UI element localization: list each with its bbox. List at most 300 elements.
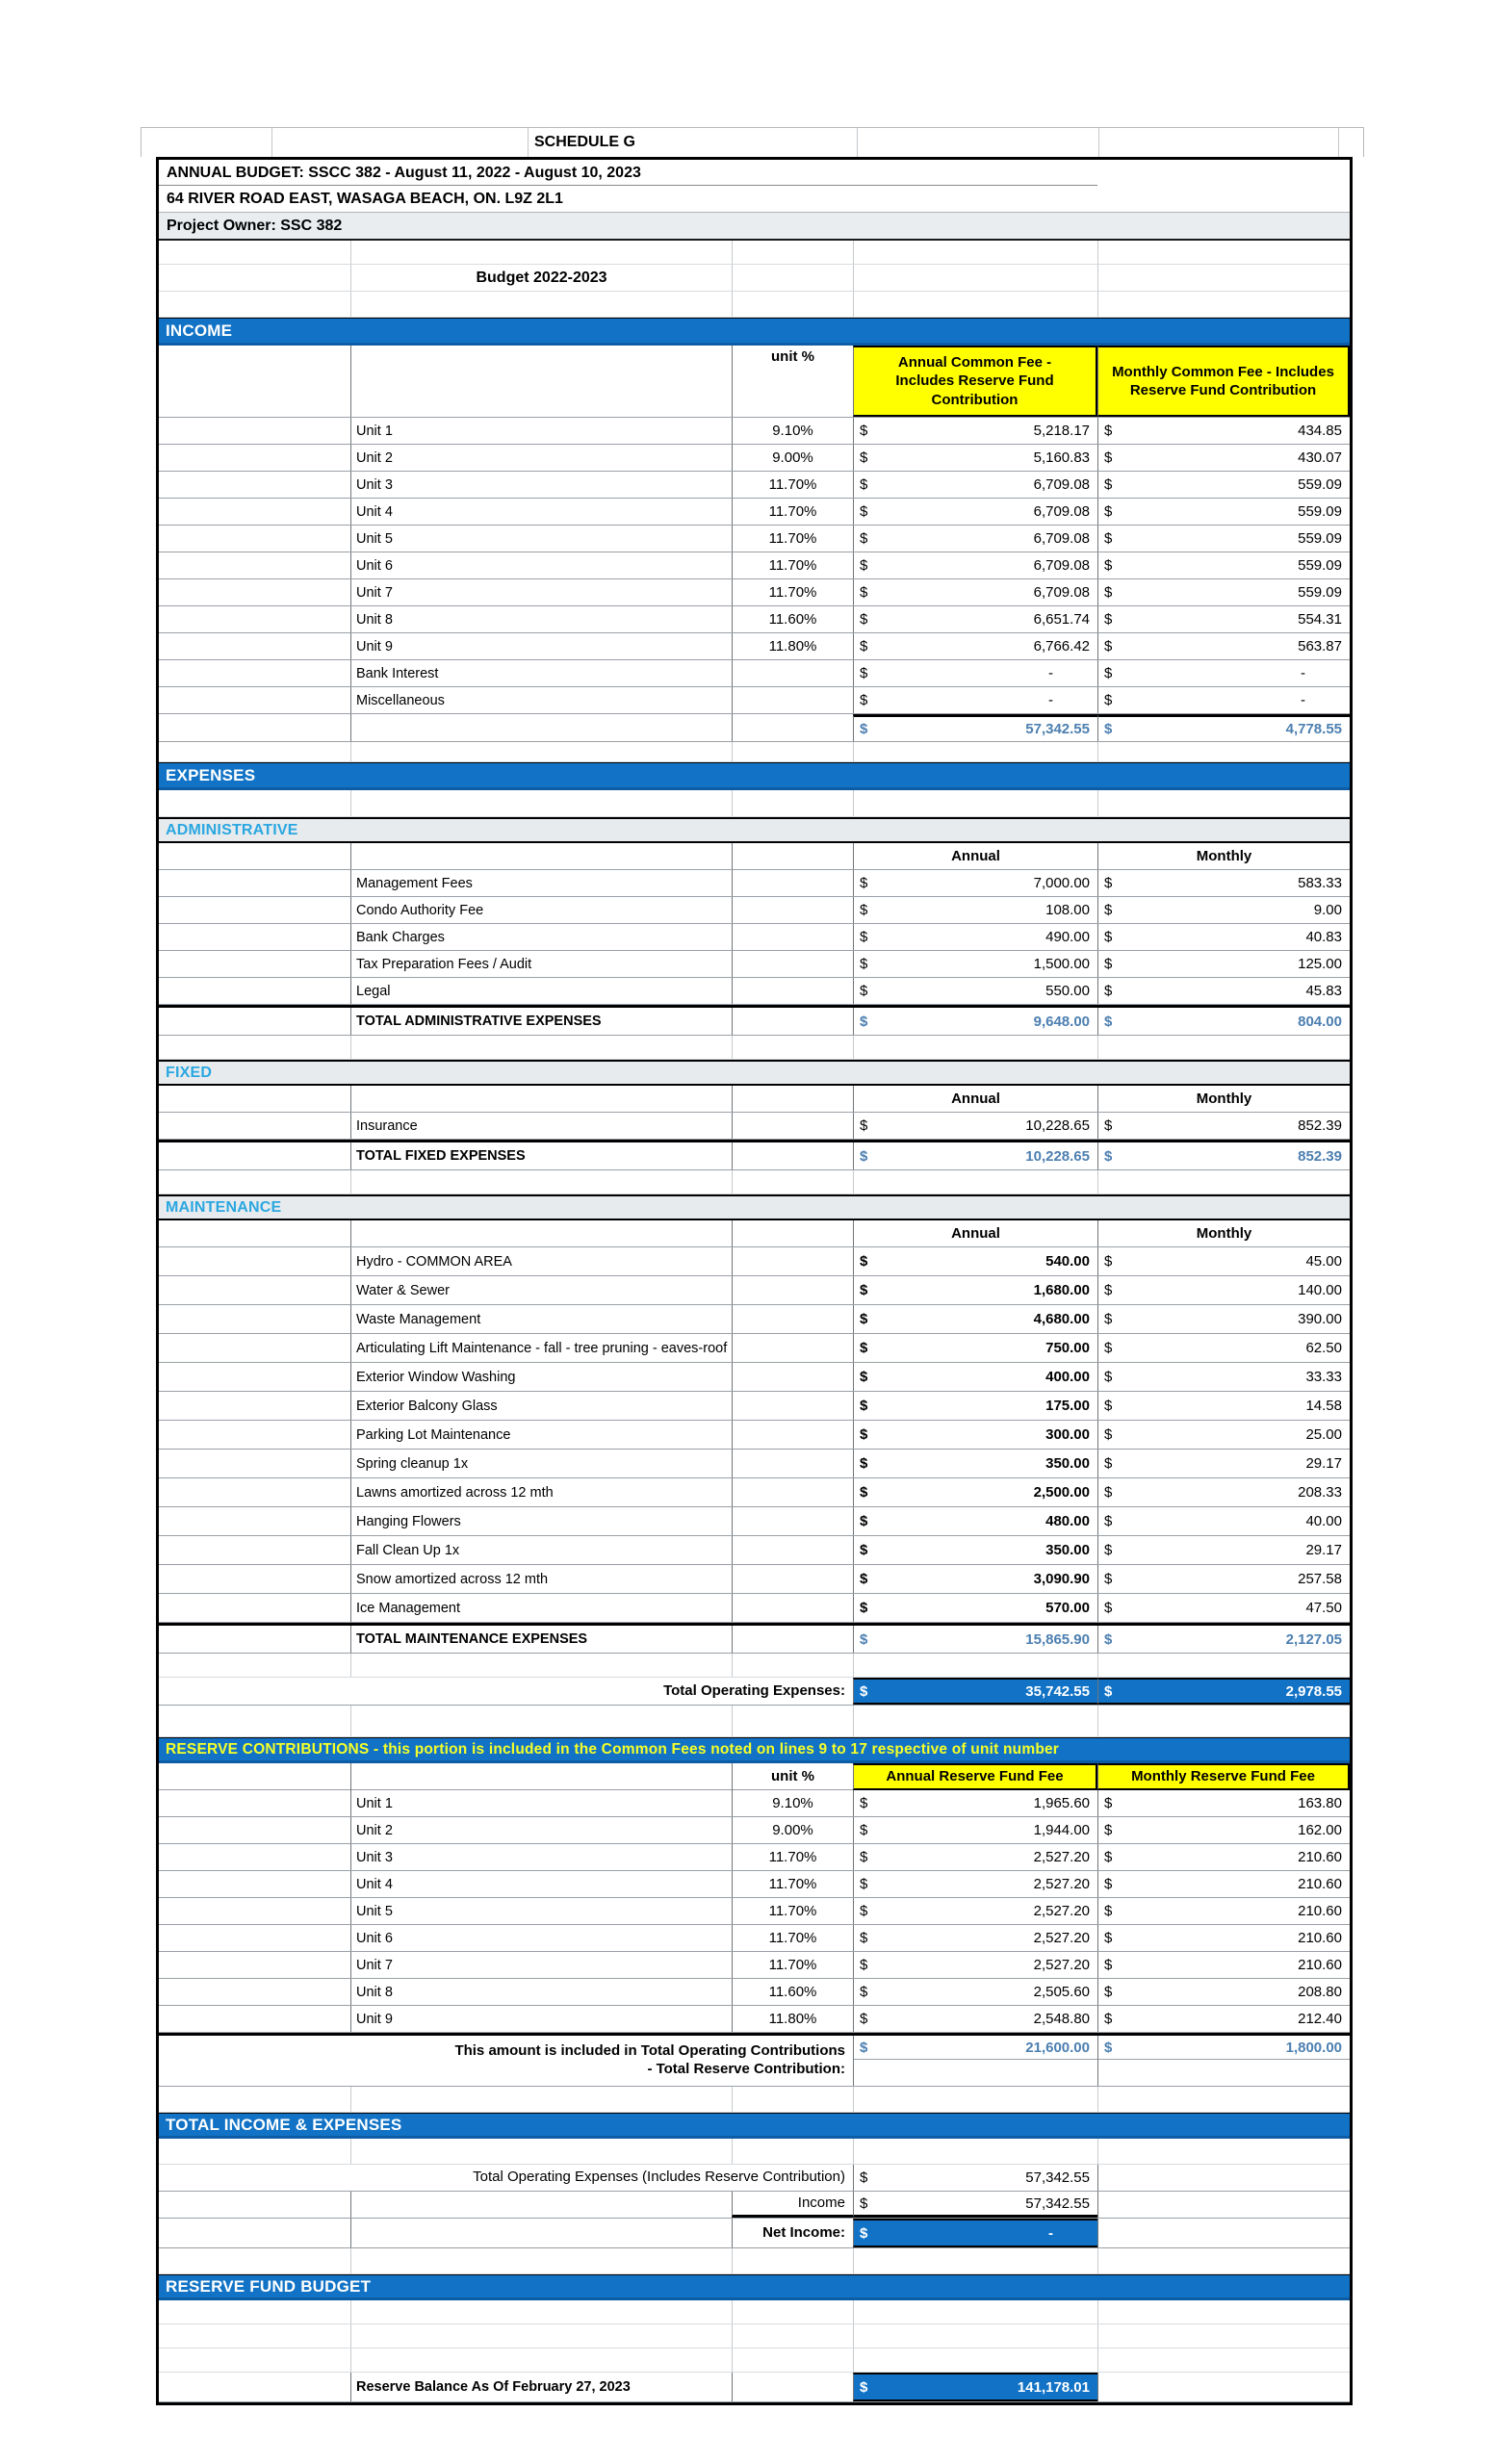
- monthly-column-header: Monthly: [1097, 843, 1350, 869]
- currency-symbol: $: [860, 1600, 868, 1616]
- currency-symbol: $: [1104, 423, 1113, 439]
- currency-symbol: $: [860, 1822, 868, 1838]
- expenses-section-banner: EXPENSES: [159, 762, 1350, 790]
- annual-column-header: Annual: [853, 843, 1097, 869]
- spacer-row: [159, 2248, 1350, 2274]
- annual-amount: 550.00: [1045, 983, 1090, 999]
- monthly-amount: 40.00: [1305, 1513, 1342, 1529]
- annual-amount: 6,709.08: [1033, 476, 1090, 493]
- currency-symbol: $: [860, 1903, 868, 1919]
- income-row-label: Unit 2: [350, 445, 732, 471]
- currency-symbol: $: [860, 665, 868, 681]
- unit-percent-value: 11.70%: [732, 1898, 853, 1924]
- income-row: [159, 552, 1350, 579]
- currency-symbol: $: [1104, 956, 1113, 972]
- expense-row: [159, 1392, 1350, 1421]
- annual-amount: 1,500.00: [1033, 956, 1090, 972]
- expense-row: [159, 1421, 1350, 1450]
- reserve-row-label: Unit 9: [350, 2006, 732, 2032]
- unit-percent-value: 9.10%: [732, 1790, 853, 1816]
- monthly-amount: 210.60: [1298, 1903, 1342, 1919]
- expense-label: Hanging Flowers: [350, 1507, 732, 1535]
- income-row: [159, 687, 1350, 714]
- reserve-total-annual: 21,600.00: [1025, 2039, 1090, 2056]
- reserve-balance-row: [159, 2373, 1350, 2402]
- currency-symbol: $: [860, 1117, 868, 1134]
- expense-row: [159, 1478, 1350, 1507]
- currency-symbol: $: [1104, 1876, 1113, 1892]
- monthly-column-header: Monthly: [1097, 1220, 1350, 1246]
- expense-label: Snow amortized across 12 mth: [350, 1565, 732, 1593]
- expense-label: Spring cleanup 1x: [350, 1450, 732, 1477]
- monthly-amount: 47.50: [1305, 1600, 1342, 1616]
- budget-table: [156, 157, 1353, 2405]
- currency-symbol: $: [1104, 1426, 1113, 1443]
- currency-symbol: $: [860, 1849, 868, 1865]
- summary-operating-value: 57,342.55: [1025, 2169, 1090, 2186]
- currency-symbol: $: [1104, 875, 1113, 891]
- monthly-column-header: Monthly: [1097, 1086, 1350, 1112]
- spacer-row: [159, 742, 1350, 762]
- annual-common-fee-header: Annual Common Fee - Includes Reserve Fund Contribution: [853, 346, 1097, 417]
- budget-title: ANNUAL BUDGET: SSCC 382 - August 11, 2022 - August 10, 2023: [167, 164, 641, 181]
- schedule-label: SCHEDULE G: [529, 128, 858, 157]
- reserve-row: [159, 1790, 1350, 1817]
- currency-symbol: $: [860, 1876, 868, 1892]
- unit-percent-value: 11.70%: [732, 499, 853, 525]
- expense-label: Ice Management: [350, 1594, 732, 1622]
- currency-symbol: $: [860, 1795, 868, 1811]
- spacer-row: [159, 241, 1350, 265]
- currency-symbol: $: [860, 1398, 868, 1414]
- unit-percent-value: 11.80%: [732, 633, 853, 659]
- income-row: [159, 660, 1350, 687]
- annual-amount: 540.00: [1045, 1253, 1090, 1270]
- income-row: [159, 418, 1350, 445]
- expense-row: [159, 1565, 1350, 1594]
- summary-section-banner: TOTAL INCOME & EXPENSES: [159, 2113, 1350, 2139]
- reserve-row-label: Unit 4: [350, 1871, 732, 1897]
- reserve-rows: [159, 1790, 1350, 2033]
- monthly-amount: 210.60: [1298, 1849, 1342, 1865]
- monthly-amount: 163.80: [1298, 1795, 1342, 1811]
- annual-amount: 570.00: [1045, 1600, 1090, 1616]
- expense-label: Parking Lot Maintenance: [350, 1421, 732, 1449]
- fixed-colhead-row: [159, 1086, 1350, 1113]
- project-owner: Project Owner: SSC 382: [167, 217, 343, 234]
- currency-symbol: $: [860, 875, 868, 891]
- annual-amount: 2,548.80: [1033, 2011, 1090, 2027]
- currency-symbol: $: [1104, 1147, 1113, 1165]
- currency-symbol: $: [860, 1571, 868, 1587]
- reserve-row: [159, 1898, 1350, 1925]
- currency-symbol: $: [860, 692, 868, 708]
- unit-percent-value: 9.00%: [732, 1817, 853, 1843]
- currency-symbol: $: [1104, 1369, 1113, 1385]
- monthly-amount: 45.00: [1305, 1253, 1342, 1270]
- income-row-label: Unit 5: [350, 526, 732, 552]
- currency-symbol: $: [860, 929, 868, 945]
- operating-total-annual: 35,742.55: [1025, 1682, 1090, 1700]
- currency-symbol: $: [1104, 476, 1113, 493]
- monthly-amount: 208.80: [1298, 1984, 1342, 2000]
- reserve-row: [159, 2006, 1350, 2033]
- currency-symbol: $: [1104, 721, 1113, 737]
- net-income-row: [159, 2219, 1350, 2248]
- income-banner-row: [159, 318, 1350, 346]
- monthly-amount: 40.83: [1305, 929, 1342, 945]
- admin-total-label: TOTAL ADMINISTRATIVE EXPENSES: [350, 1008, 732, 1035]
- annual-amount: 6,709.08: [1033, 584, 1090, 601]
- unit-percent-value: 11.70%: [732, 1844, 853, 1870]
- monthly-amount: 25.00: [1305, 1426, 1342, 1443]
- expense-row: [159, 1594, 1350, 1623]
- monthly-amount: 210.60: [1298, 1876, 1342, 1892]
- annual-column-header: Annual: [853, 1086, 1097, 1112]
- currency-symbol: $: [860, 449, 868, 466]
- maintenance-rows: [159, 1247, 1350, 1623]
- maintenance-banner-row: [159, 1194, 1350, 1220]
- unit-percent-value: 11.70%: [732, 472, 853, 498]
- monthly-amount: 210.60: [1298, 1930, 1342, 1946]
- monthly-amount: -: [1301, 692, 1305, 708]
- monthly-amount: 9.00: [1313, 902, 1342, 918]
- currency-symbol: $: [860, 638, 868, 654]
- maintenance-total-monthly: 2,127.05: [1285, 1630, 1342, 1648]
- summary-income-row: [159, 2192, 1350, 2219]
- maintenance-total-label: TOTAL MAINTENANCE EXPENSES: [350, 1626, 732, 1653]
- currency-symbol: $: [1104, 1984, 1113, 2000]
- monthly-amount: 559.09: [1298, 503, 1342, 520]
- spacer-row: [159, 790, 1350, 817]
- annual-amount: 2,527.20: [1033, 1876, 1090, 1892]
- expense-row: [159, 897, 1350, 924]
- expense-label: Water & Sewer: [350, 1276, 732, 1304]
- currency-symbol: $: [1104, 1849, 1113, 1865]
- currency-symbol: $: [1104, 1340, 1113, 1356]
- fixed-total-label: TOTAL FIXED EXPENSES: [350, 1142, 732, 1169]
- currency-symbol: $: [860, 1682, 868, 1700]
- annual-amount: 6,709.08: [1033, 530, 1090, 547]
- reserve-row-label: Unit 1: [350, 1790, 732, 1816]
- reserve-row-label: Unit 7: [350, 1952, 732, 1978]
- annual-amount: 5,218.17: [1033, 423, 1090, 439]
- monthly-amount: 62.50: [1305, 1340, 1342, 1356]
- expense-row: [159, 1247, 1350, 1276]
- admin-rows: [159, 870, 1350, 1005]
- monthly-amount: 257.58: [1298, 1571, 1342, 1587]
- annual-amount: 5,160.83: [1033, 449, 1090, 466]
- monthly-amount: 212.40: [1298, 2011, 1342, 2027]
- reserve-header-row: [159, 1763, 1350, 1790]
- currency-symbol: $: [1104, 1542, 1113, 1558]
- currency-symbol: $: [860, 1542, 868, 1558]
- unit-percent-header: unit %: [732, 1763, 853, 1790]
- spacer-row: [159, 1036, 1350, 1060]
- currency-symbol: $: [860, 1930, 868, 1946]
- currency-symbol: $: [1104, 1682, 1113, 1700]
- expense-row: [159, 1305, 1350, 1334]
- unit-percent-value: [732, 660, 853, 686]
- operating-total-row: [159, 1678, 1350, 1706]
- income-row: [159, 499, 1350, 526]
- administrative-section-banner: ADMINISTRATIVE: [159, 817, 1350, 843]
- currency-symbol: $: [1104, 692, 1113, 708]
- expense-label: Legal: [350, 978, 732, 1004]
- spreadsheet: [141, 127, 1364, 2405]
- budget-year: Budget 2022-2023: [350, 265, 732, 291]
- currency-symbol: $: [860, 1311, 868, 1327]
- currency-symbol: $: [860, 1484, 868, 1501]
- annual-amount: 6,709.08: [1033, 503, 1090, 520]
- reserve-fund-banner-row: [159, 2274, 1350, 2300]
- income-row-label: Unit 7: [350, 579, 732, 605]
- currency-symbol: $: [1104, 2039, 1113, 2056]
- reserve-total-monthly: 1,800.00: [1285, 2039, 1342, 2056]
- empty-cell: [272, 128, 529, 157]
- currency-symbol: $: [860, 1340, 868, 1356]
- monthly-amount: 559.09: [1298, 584, 1342, 601]
- expense-row: [159, 1450, 1350, 1478]
- monthly-amount: 29.17: [1305, 1455, 1342, 1472]
- annual-amount: 175.00: [1045, 1398, 1090, 1414]
- currency-symbol: $: [860, 1369, 868, 1385]
- currency-symbol: $: [1104, 1013, 1113, 1030]
- currency-symbol: $: [1104, 1930, 1113, 1946]
- unit-percent-value: 11.80%: [732, 2006, 853, 2032]
- annual-amount: 350.00: [1045, 1455, 1090, 1472]
- reserve-total-label: [350, 2036, 853, 2086]
- income-row: [159, 445, 1350, 472]
- monthly-common-fee-header: Monthly Common Fee - Includes Reserve Fund Contribution: [1097, 346, 1350, 417]
- currency-symbol: $: [860, 1253, 868, 1270]
- reserve-section-banner: RESERVE CONTRIBUTIONS - this portion is included in the Common Fees noted on lines 9 to 17 respective of unit number: [159, 1737, 1350, 1763]
- annual-amount: -: [1048, 692, 1053, 708]
- monthly-amount: 583.33: [1298, 875, 1342, 891]
- maintenance-colhead-row: [159, 1220, 1350, 1247]
- currency-symbol: $: [860, 503, 868, 520]
- admin-total-annual: 9,648.00: [1033, 1013, 1090, 1030]
- unit-percent-value: 11.60%: [732, 606, 853, 632]
- currency-symbol: $: [860, 2039, 868, 2056]
- currency-symbol: $: [1104, 1630, 1113, 1648]
- expense-label: Fall Clean Up 1x: [350, 1536, 732, 1564]
- income-section-banner: INCOME: [159, 318, 1350, 346]
- currency-symbol: $: [860, 902, 868, 918]
- annual-amount: 6,709.08: [1033, 557, 1090, 574]
- currency-symbol: $: [860, 1282, 868, 1298]
- reserve-banner-row: [159, 1737, 1350, 1763]
- expense-label: Condo Authority Fee: [350, 897, 732, 923]
- empty-cell: [858, 128, 1099, 157]
- annual-amount: 6,651.74: [1033, 611, 1090, 628]
- summary-income-label: Income: [732, 2192, 853, 2218]
- expense-label: Articulating Lift Maintenance - fall - tree pruning - eaves-roof: [350, 1334, 732, 1362]
- monthly-amount: 559.09: [1298, 557, 1342, 574]
- reserve-balance-value: 141,178.01: [1017, 2378, 1090, 2396]
- currency-symbol: $: [1104, 1117, 1113, 1134]
- admin-colhead-row: [159, 843, 1350, 870]
- reserve-total-label-line1: This amount is included in Total Operating Contributions: [454, 2042, 845, 2060]
- unit-percent-value: 11.70%: [732, 552, 853, 578]
- annual-amount: 400.00: [1045, 1369, 1090, 1385]
- annual-amount: 300.00: [1045, 1426, 1090, 1443]
- income-row-label: Unit 1: [350, 418, 732, 444]
- annual-amount: 6,766.42: [1033, 638, 1090, 654]
- monthly-amount: 140.00: [1298, 1282, 1342, 1298]
- unit-percent-value: 11.60%: [732, 1979, 853, 2005]
- income-rows: [159, 418, 1350, 714]
- summary-operating-row: [159, 2165, 1350, 2192]
- currency-symbol: $: [1104, 1903, 1113, 1919]
- reserve-fund-banner: RESERVE FUND BUDGET: [159, 2274, 1350, 2300]
- fixed-rows: [159, 1113, 1350, 1140]
- currency-symbol: $: [1104, 1455, 1113, 1472]
- annual-amount: 4,680.00: [1033, 1311, 1090, 1327]
- annual-amount: 1,680.00: [1033, 1282, 1090, 1298]
- currency-symbol: $: [860, 1984, 868, 2000]
- reserve-row: [159, 1952, 1350, 1979]
- maintenance-total-row: [159, 1623, 1350, 1654]
- currency-symbol: $: [860, 2194, 868, 2212]
- monthly-amount: 390.00: [1298, 1311, 1342, 1327]
- expense-row: [159, 1536, 1350, 1565]
- reserve-row-label: Unit 8: [350, 1979, 732, 2005]
- currency-symbol: $: [860, 423, 868, 439]
- expense-label: Waste Management: [350, 1305, 732, 1333]
- currency-symbol: $: [1104, 584, 1113, 601]
- unit-percent-value: 11.70%: [732, 526, 853, 552]
- currency-symbol: $: [860, 557, 868, 574]
- unit-percent-value: 9.00%: [732, 445, 853, 471]
- empty-cell: [1099, 128, 1339, 157]
- reserve-row-label: Unit 3: [350, 1844, 732, 1870]
- title-row: [159, 160, 1350, 186]
- currency-symbol: $: [1104, 1795, 1113, 1811]
- currency-symbol: $: [1104, 1571, 1113, 1587]
- empty-cell: [142, 128, 272, 157]
- annual-amount: 2,500.00: [1033, 1484, 1090, 1501]
- spacer-row: [159, 2324, 1350, 2348]
- spacer-row: [159, 2087, 1350, 2113]
- income-row-label: Unit 9: [350, 633, 732, 659]
- unit-percent-value: 11.70%: [732, 1925, 853, 1951]
- currency-symbol: $: [1104, 1600, 1113, 1616]
- unit-percent-header: unit %: [732, 346, 853, 417]
- annual-amount: 750.00: [1045, 1340, 1090, 1356]
- monthly-amount: 14.58: [1305, 1398, 1342, 1414]
- fixed-banner-row: [159, 1060, 1350, 1086]
- annual-reserve-fee-header: Annual Reserve Fund Fee: [853, 1763, 1097, 1790]
- currency-symbol: $: [1104, 665, 1113, 681]
- monthly-amount: 208.33: [1298, 1484, 1342, 1501]
- reserve-row-label: Unit 6: [350, 1925, 732, 1951]
- expenses-banner-row: [159, 762, 1350, 790]
- currency-symbol: $: [860, 2011, 868, 2027]
- unit-percent-value: 9.10%: [732, 418, 853, 444]
- income-row: [159, 526, 1350, 552]
- reserve-row: [159, 1871, 1350, 1898]
- income-row: [159, 579, 1350, 606]
- monthly-amount: 33.33: [1305, 1369, 1342, 1385]
- annual-amount: 2,527.20: [1033, 1957, 1090, 1973]
- currency-symbol: $: [860, 1630, 868, 1648]
- maintenance-total-annual: 15,865.90: [1025, 1630, 1090, 1648]
- unit-percent-value: [732, 687, 853, 713]
- annual-amount: 10,228.65: [1025, 1117, 1090, 1134]
- currency-symbol: $: [1104, 1282, 1113, 1298]
- currency-symbol: $: [1104, 1311, 1113, 1327]
- income-header-row: [159, 346, 1350, 418]
- monthly-amount: 162.00: [1298, 1822, 1342, 1838]
- monthly-amount: 45.83: [1305, 983, 1342, 999]
- fixed-total-monthly: 852.39: [1298, 1147, 1342, 1165]
- income-total-row: [159, 714, 1350, 742]
- currency-symbol: $: [860, 1426, 868, 1443]
- currency-symbol: $: [860, 1455, 868, 1472]
- currency-symbol: $: [1104, 902, 1113, 918]
- currency-symbol: $: [1104, 1484, 1113, 1501]
- expense-row: [159, 924, 1350, 951]
- spacer-row: [159, 292, 1350, 318]
- currency-symbol: $: [860, 2169, 868, 2186]
- annual-amount: 490.00: [1045, 929, 1090, 945]
- monthly-amount: 210.60: [1298, 1957, 1342, 1973]
- administrative-banner-row: [159, 817, 1350, 843]
- expense-row: [159, 951, 1350, 978]
- currency-symbol: $: [860, 476, 868, 493]
- spacer-row: [159, 2139, 1350, 2165]
- reserve-row-label: Unit 5: [350, 1898, 732, 1924]
- currency-symbol: $: [860, 2378, 868, 2396]
- annual-amount: 2,527.20: [1033, 1903, 1090, 1919]
- currency-symbol: $: [860, 611, 868, 628]
- currency-symbol: $: [1104, 1253, 1113, 1270]
- spacer-row: [159, 1654, 1350, 1678]
- unit-percent-value: 11.70%: [732, 1871, 853, 1897]
- monthly-amount: 554.31: [1298, 611, 1342, 628]
- income-total-annual: 57,342.55: [1025, 721, 1090, 737]
- expense-label: Exterior Balcony Glass: [350, 1392, 732, 1420]
- currency-symbol: $: [1104, 2011, 1113, 2027]
- admin-total-monthly: 804.00: [1298, 1013, 1342, 1030]
- operating-total-label: Total Operating Expenses:: [663, 1681, 845, 1699]
- address-row: [159, 186, 1350, 213]
- currency-symbol: $: [1104, 449, 1113, 466]
- spacer-row: [159, 1706, 1350, 1737]
- fixed-section-banner: FIXED: [159, 1060, 1350, 1086]
- income-row-label: Unit 6: [350, 552, 732, 578]
- monthly-amount: 559.09: [1298, 476, 1342, 493]
- currency-symbol: $: [860, 530, 868, 547]
- budget-year-row: [159, 265, 1350, 292]
- income-row-label: Bank Interest: [350, 660, 732, 686]
- owner-row: [159, 213, 1350, 241]
- income-row: [159, 633, 1350, 660]
- summary-operating-label: Total Operating Expenses (Includes Reserve Contribution): [473, 2169, 845, 2186]
- currency-symbol: $: [860, 1013, 868, 1030]
- expense-label: Bank Charges: [350, 924, 732, 950]
- reserve-row: [159, 1979, 1350, 2006]
- summary-income-value: 57,342.55: [1025, 2194, 1090, 2212]
- annual-amount: 1,944.00: [1033, 1822, 1090, 1838]
- expense-row: [159, 1363, 1350, 1392]
- currency-symbol: $: [860, 1147, 868, 1165]
- currency-symbol: $: [1104, 1513, 1113, 1529]
- expense-row: [159, 1276, 1350, 1305]
- income-row: [159, 472, 1350, 499]
- annual-amount: 350.00: [1045, 1542, 1090, 1558]
